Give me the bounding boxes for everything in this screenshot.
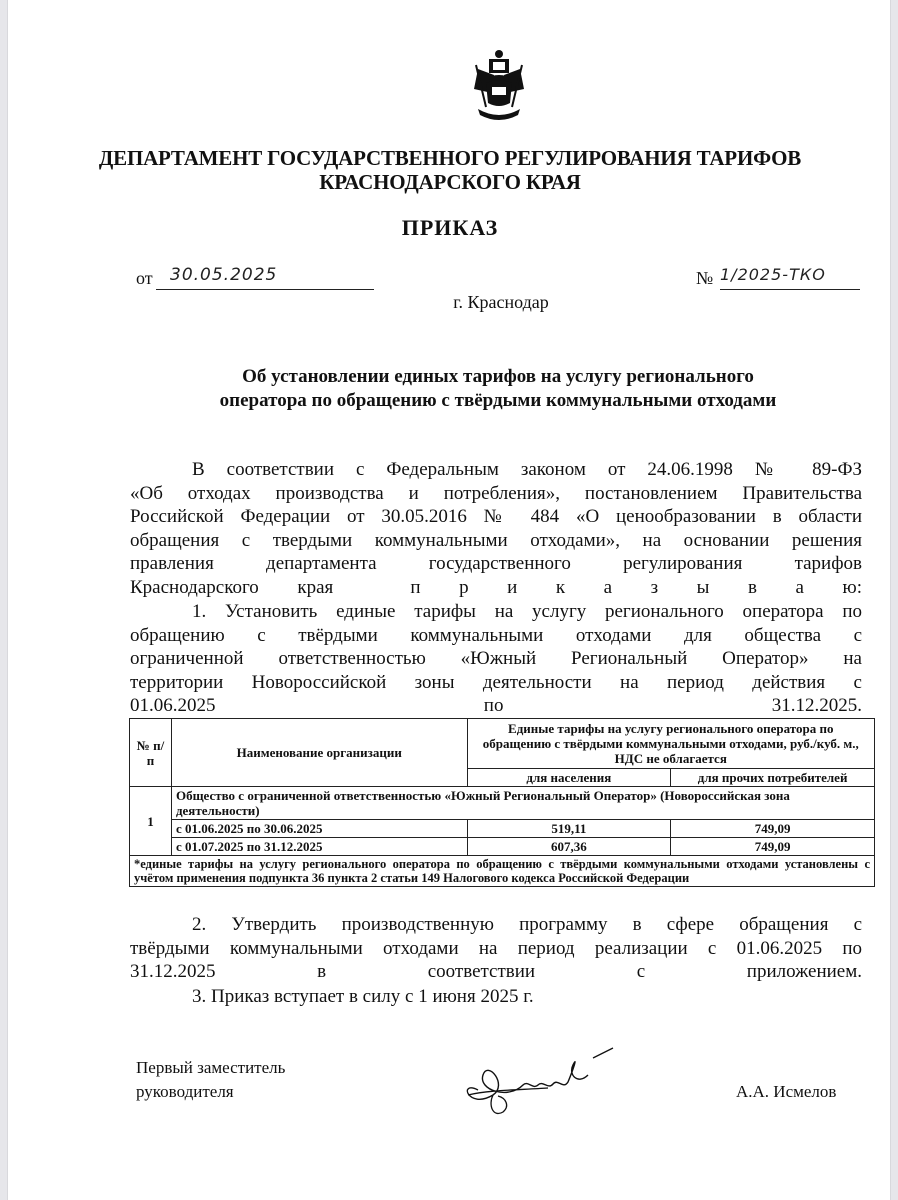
header-number: № п/п	[130, 719, 172, 787]
population-tariff-cell: 607,36	[467, 838, 671, 856]
header-population: для населения	[467, 769, 671, 787]
period-cell: с 01.06.2025 по 30.06.2025	[171, 820, 467, 838]
department-name-line1: ДЕПАРТАМЕНТ ГОСУДАРСТВЕННОГО РЕГУЛИРОВАНИЯ ТАРИФОВ	[98, 146, 802, 170]
item1-line: ограниченной ответственностью «Южный Региональный Оператор» на	[130, 648, 862, 669]
item1-line: обращению с твёрдыми коммунальными отходами для общества с	[130, 624, 862, 646]
preamble-line: правления департамента государственного регулирования тарифов	[130, 553, 862, 574]
item1-line: 01.06.2025 по 31.12.2025.	[130, 695, 862, 716]
preamble-line: обращения с твердыми коммунальными отходами», на основании решения	[130, 529, 862, 551]
row-number: 1	[130, 787, 172, 856]
preamble-line: Краснодарского края п р и к а з ы в а ю:	[130, 576, 862, 598]
coat-of-arms-icon	[464, 45, 534, 123]
population-tariff-cell: 519,11	[467, 820, 671, 838]
number-underline	[720, 289, 860, 290]
handwritten-signature-icon	[448, 1040, 618, 1120]
signer-role-line1: Первый заместитель	[136, 1058, 286, 1077]
item3-paragraph: 3. Приказ вступает в силу с 1 июня 2025 г.	[192, 986, 534, 1007]
org-name-cell: Общество с ограниченной ответственностью «Южный Региональный Оператор» (Новороссийская зона деятельности)	[171, 787, 874, 820]
document-type-title: ПРИКАЗ	[401, 215, 499, 240]
table-row-org	[130, 787, 875, 820]
item2-line: твёрдыми коммунальными отходами на период реализации с 01.06.2025 по	[130, 937, 862, 959]
header-org-name: Наименование организации	[171, 719, 467, 787]
document-page	[7, 0, 891, 1200]
signer-role-line2: руководителя	[136, 1082, 234, 1101]
period-cell: с 01.07.2025 по 31.12.2025	[171, 838, 467, 856]
item1-line: территории Новороссийской зоны деятельности на период действия с	[130, 671, 862, 693]
number-value: 1/2025-ТКО	[720, 265, 826, 284]
other-tariff-cell: 749,09	[671, 838, 875, 856]
table-row	[130, 820, 875, 838]
city: г. Краснодар	[453, 292, 549, 312]
header-tariffs: Единые тарифы на услугу регионального оператора по обращению с твёрдыми коммунальными отходами, руб./куб. м., НДС не облагается	[467, 719, 874, 769]
preamble-line: «Об отходах производства и потребления», постановлением Правительства	[130, 482, 862, 504]
header-other-consumers: для прочих потребителей	[671, 769, 875, 787]
subject-line1: Об установлении единых тарифов на услугу регионального	[242, 366, 754, 387]
table-header-row	[130, 719, 875, 769]
date-label: от	[136, 268, 153, 288]
date-underline	[156, 289, 374, 290]
date-value: 30.05.2025	[170, 265, 278, 285]
other-tariff-cell: 749,09	[671, 820, 875, 838]
tariff-table	[129, 718, 875, 887]
preamble-line: В соответствии с Федеральным законом от 24.06.1998 № 89-ФЗ	[192, 459, 862, 480]
table-row	[130, 838, 875, 856]
subject-line2: оператора по обращению с твёрдыми коммунальными отходами	[219, 390, 777, 411]
item1-line: 1. Установить единые тарифы на услугу регионального оператора по	[192, 601, 862, 622]
number-label: №	[696, 268, 714, 288]
preamble-line: Российской Федерации от 30.05.2016 № 484 «О ценообразовании в области	[130, 506, 862, 527]
item2-line: 2. Утвердить производственную программу в сфере обращения с	[192, 914, 862, 935]
table-footnote: *единые тарифы на услугу регионального оператора по обращению с твёрдыми коммунальными отходами установлены с учётом применения подпункта 36 пункта 2 статьи 149 Налогового кодекса Российской Федерации	[130, 856, 875, 887]
item2-line: 31.12.2025 в соответствии с приложением.	[130, 961, 862, 982]
table-footnote-row	[130, 856, 875, 887]
signer-name: А.А. Исмелов	[736, 1082, 837, 1101]
department-name-line2: КРАСНОДАРСКОГО КРАЯ	[319, 170, 581, 194]
